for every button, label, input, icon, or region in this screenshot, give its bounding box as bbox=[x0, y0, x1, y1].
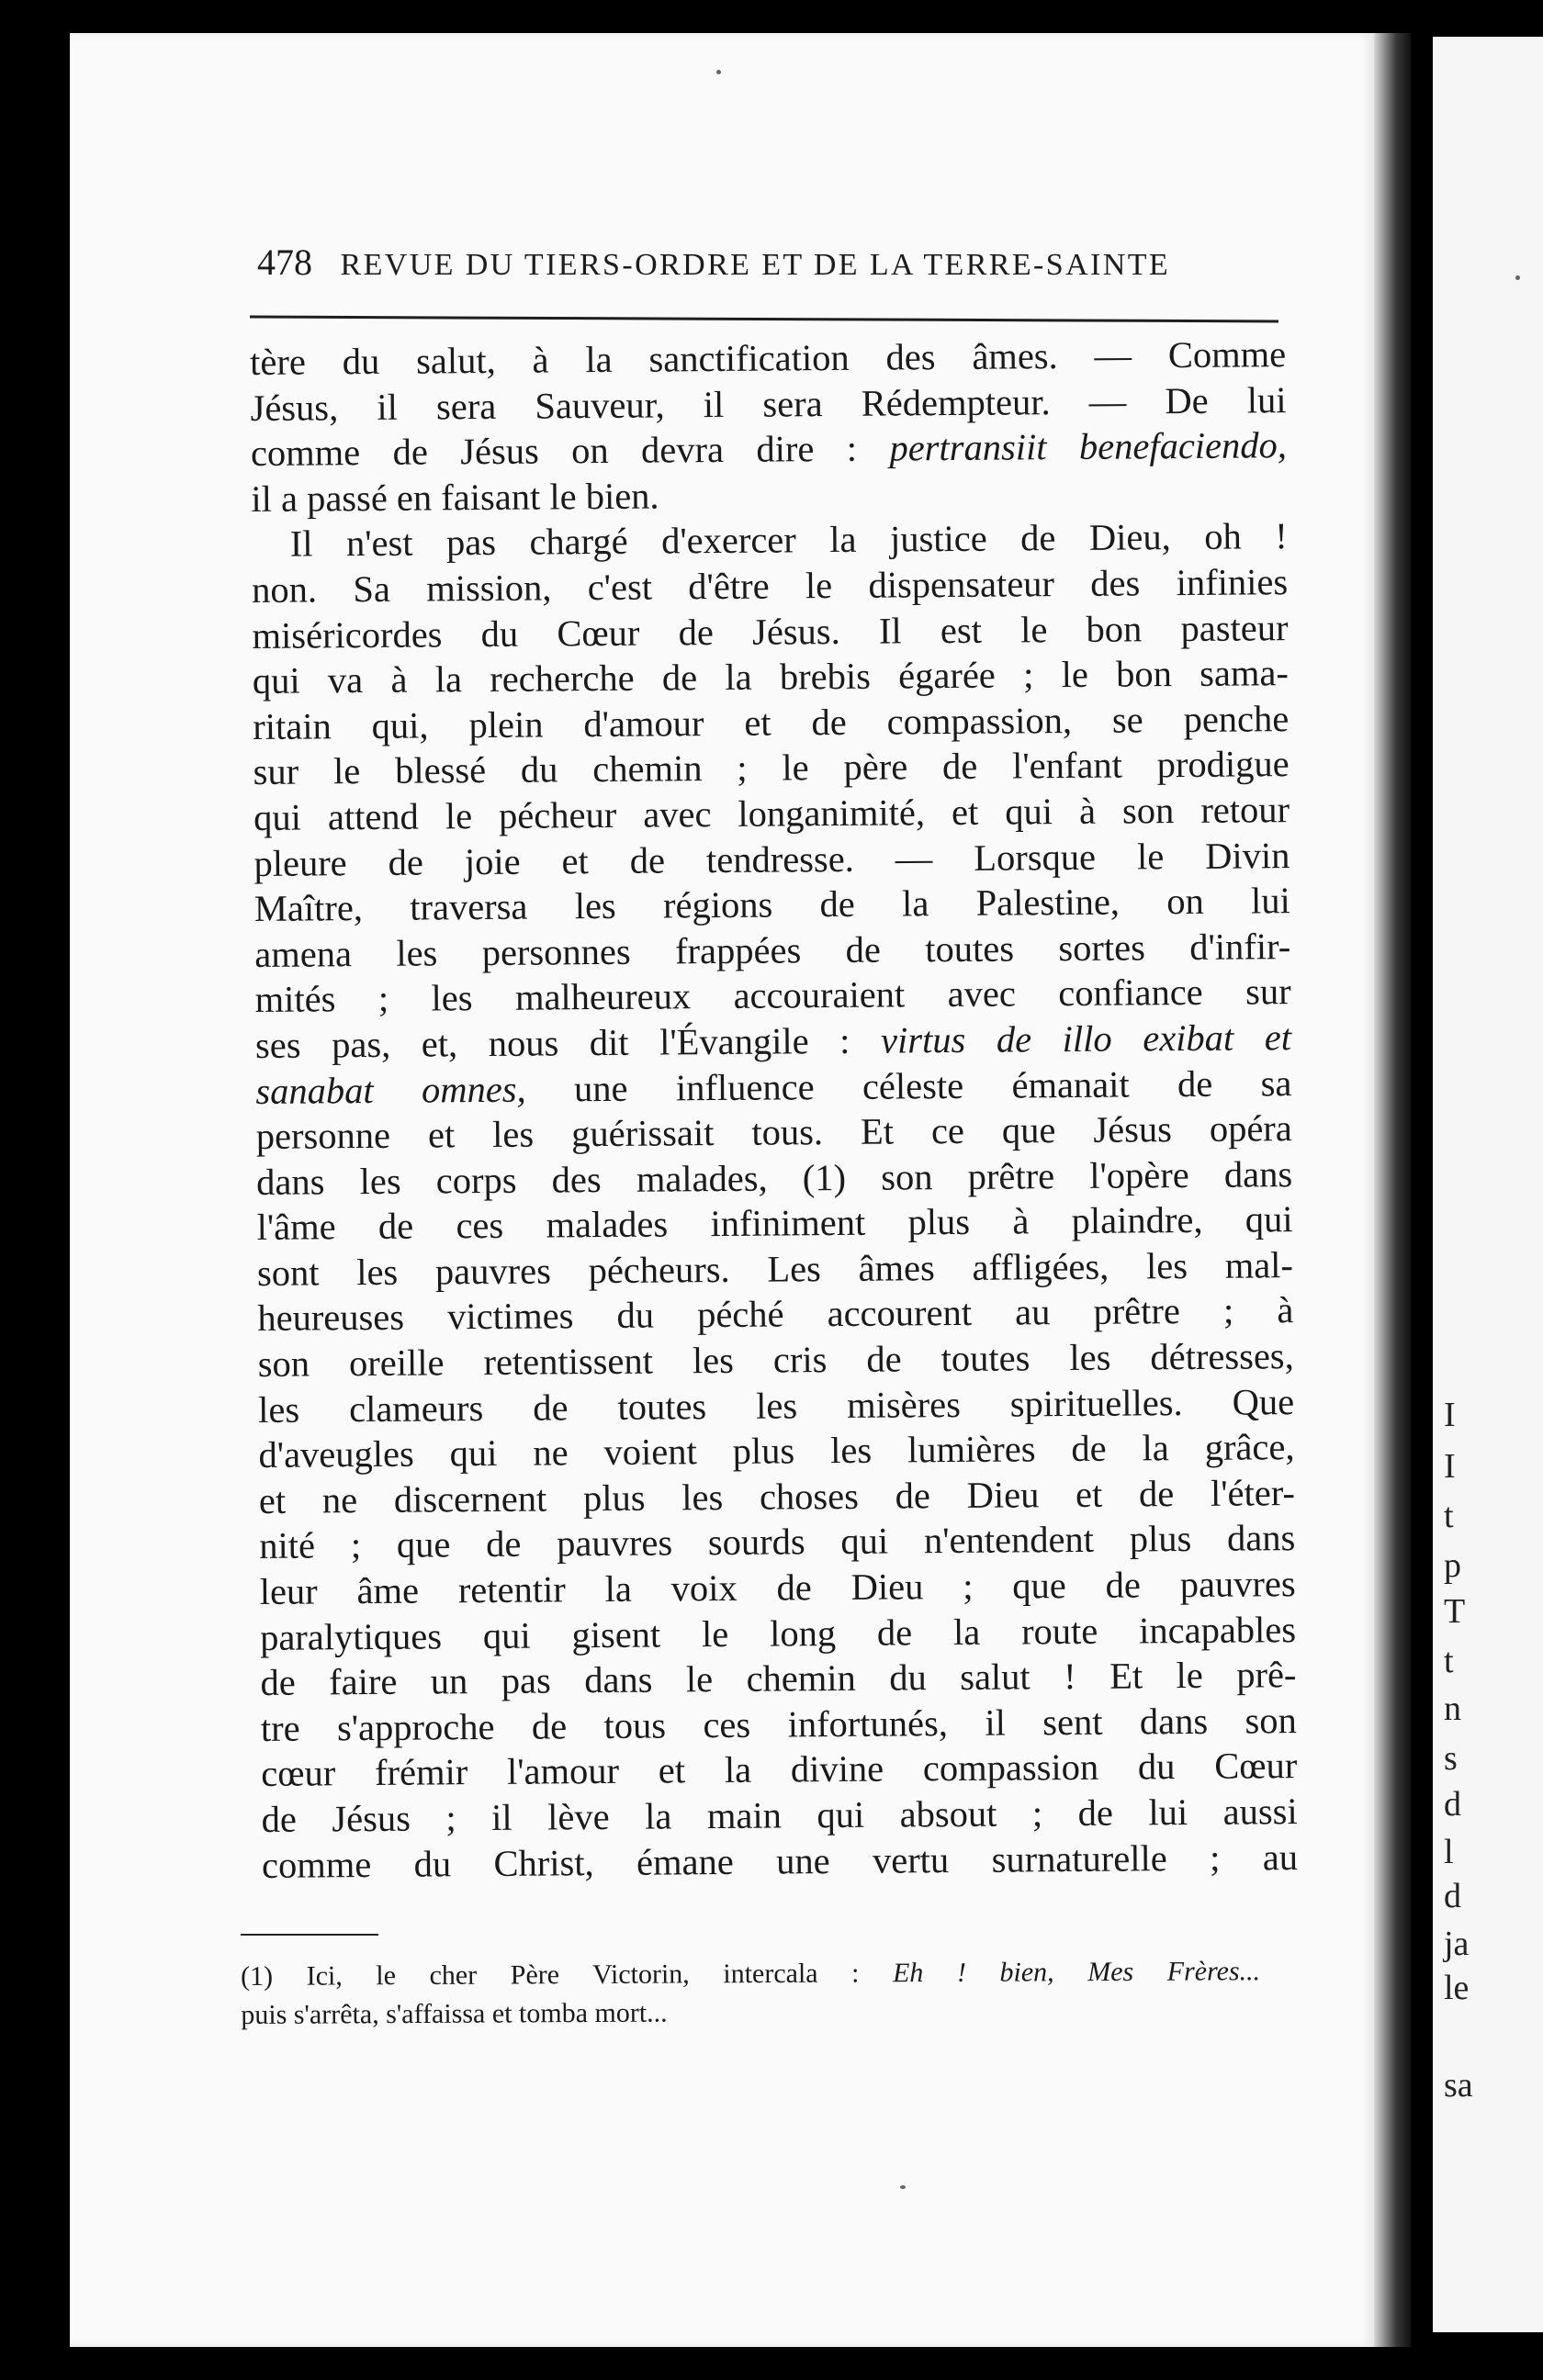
latin-quote: pertransiit benefaciendo, bbox=[889, 424, 1288, 469]
latin-quote: virtus de illo exibat et bbox=[880, 1016, 1292, 1061]
running-title: REVUE DU TIERS-ORDRE ET DE LA TERRE-SAINTE bbox=[340, 248, 1171, 282]
facing-page-char: d bbox=[1444, 1877, 1461, 1915]
facing-page-char: sa bbox=[1444, 2066, 1473, 2105]
text-line: Jésus, il sera Sauveur, il sera Rédempteur. — De lui bbox=[250, 378, 1287, 429]
text-line: amena les personnes frappées de toutes sortes d'infir- bbox=[254, 925, 1291, 975]
footnote-line bbox=[241, 1952, 1260, 1996]
body-text bbox=[250, 331, 1298, 1888]
text-line: personne et les guérissait tous. Et ce que Jésus opéra bbox=[255, 1107, 1292, 1158]
text-line: dans les corps des malades, (1) son prêtre l'opère dans bbox=[256, 1152, 1293, 1203]
running-header bbox=[257, 241, 1277, 284]
scan-speck bbox=[1515, 275, 1520, 280]
facing-page-char: s bbox=[1444, 1739, 1458, 1778]
text-line-with-italic bbox=[251, 422, 1287, 476]
text-line: ritain qui, plein d'amour et de compassion, se penche bbox=[253, 697, 1290, 747]
facing-page-char: n bbox=[1444, 1690, 1461, 1728]
facing-page-char: d bbox=[1444, 1785, 1461, 1824]
paragraph-start: Il n'est pas chargé d'exercer la justice de Dieu, oh ! bbox=[289, 515, 1288, 566]
text-segment: comme de Jésus on devra dire : bbox=[250, 427, 890, 475]
text-segment: (1) Ici, le cher Père Victorin, intercala : bbox=[241, 1958, 894, 1992]
text-line: de Jésus ; il lève la main qui absout ; de lui aussi bbox=[261, 1791, 1298, 1840]
footnote bbox=[241, 1952, 1260, 2035]
text-line: et ne discernent plus les choses de Dieu et de l'éter- bbox=[258, 1471, 1296, 1521]
text-line: leur âme retentir la voix de Dieu ; que de pauvres bbox=[259, 1563, 1296, 1612]
facing-page-char: T bbox=[1444, 1592, 1466, 1631]
footnote-rule bbox=[241, 1934, 378, 1936]
scan-speck bbox=[900, 2185, 906, 2189]
text-line: pleure de joie et de tendresse. — Lorsque le Divin bbox=[253, 834, 1290, 884]
facing-page-char: p bbox=[1444, 1546, 1461, 1585]
text-line: tre s'approche de tous ces infortunés, il sent dans son bbox=[260, 1699, 1298, 1749]
facing-page-edge bbox=[1433, 37, 1543, 2332]
scan-speck bbox=[716, 70, 721, 74]
footnote-line: puis s'arrêta, s'affaissa et tomba mort... bbox=[241, 1997, 668, 2030]
text-segment: une influence céleste émanait de sa bbox=[525, 1061, 1292, 1110]
text-line: il a passé en faisant le bien. bbox=[251, 475, 659, 520]
text-line: sur le blessé du chemin ; le père de l'enfant prodigue bbox=[253, 743, 1290, 793]
facing-page-char: I bbox=[1444, 1447, 1456, 1486]
latin-quote: sanabat omnes, bbox=[255, 1068, 526, 1112]
facing-page-char: I bbox=[1444, 1396, 1456, 1434]
text-line: non. Sa mission, c'est d'être le dispensateur des infinies bbox=[251, 561, 1289, 611]
facing-page-char: t bbox=[1444, 1642, 1454, 1680]
text-line: son oreille retentissent les cris de toutes les détresses, bbox=[257, 1335, 1294, 1386]
text-line-with-italic bbox=[255, 1061, 1291, 1114]
facing-page-char: le bbox=[1444, 1969, 1470, 2007]
text-line: miséricordes du Cœur de Jésus. Il est le bon pasteur bbox=[252, 606, 1289, 657]
text-line: mités ; les malheureux accouraient avec confiance sur bbox=[254, 971, 1291, 1021]
text-line: paralytiques qui gisent le long de la route incapables bbox=[259, 1608, 1297, 1658]
text-line-with-italic bbox=[255, 1015, 1291, 1068]
text-line: les clameurs de toutes les misères spirituelles. Que bbox=[257, 1380, 1295, 1431]
text-line: l'âme de ces malades infiniment plus à plaindre, qui bbox=[256, 1198, 1293, 1249]
book-gutter bbox=[1374, 33, 1411, 2347]
text-line: Maître, traversa les régions de la Palestine, on lui bbox=[253, 880, 1291, 930]
text-line: heureuses victimes du péché accourent au prêtre ; à bbox=[257, 1289, 1294, 1340]
text-line: qui attend le pécheur avec longanimité, et qui à son retour bbox=[253, 789, 1290, 838]
text-line: qui va à la recherche de la brebis égarée ; le bon sama- bbox=[252, 652, 1290, 702]
text-line: de faire un pas dans le chemin du salut ! Et le prê- bbox=[260, 1654, 1297, 1704]
facing-page-char: l bbox=[1444, 1833, 1454, 1871]
text-line: cœur frémir l'amour et la divine compassion du Cœur bbox=[261, 1745, 1298, 1795]
text-line: tère du salut, à la sanctification des âmes. — Comme bbox=[250, 333, 1287, 383]
text-line: nité ; que de pauvres sourds qui n'entendent plus dans bbox=[259, 1517, 1296, 1567]
text-segment: ses pas, et, nous dit l'Évangile : bbox=[254, 1019, 882, 1066]
facing-page-char: t bbox=[1444, 1497, 1454, 1535]
text-line: sont les pauvres pécheurs. Les âmes affligées, les mal- bbox=[256, 1243, 1294, 1294]
text-line: comme du Christ, émane une vertu surnaturelle ; au bbox=[261, 1836, 1299, 1886]
facing-page-char: ja bbox=[1444, 1925, 1470, 1963]
page-number: 478 bbox=[257, 241, 312, 283]
footnote-quote: Eh ! bien, Mes Frères... bbox=[892, 1956, 1261, 1989]
text-line: d'aveugles qui ne voient plus les lumières de la grâce, bbox=[258, 1426, 1295, 1476]
